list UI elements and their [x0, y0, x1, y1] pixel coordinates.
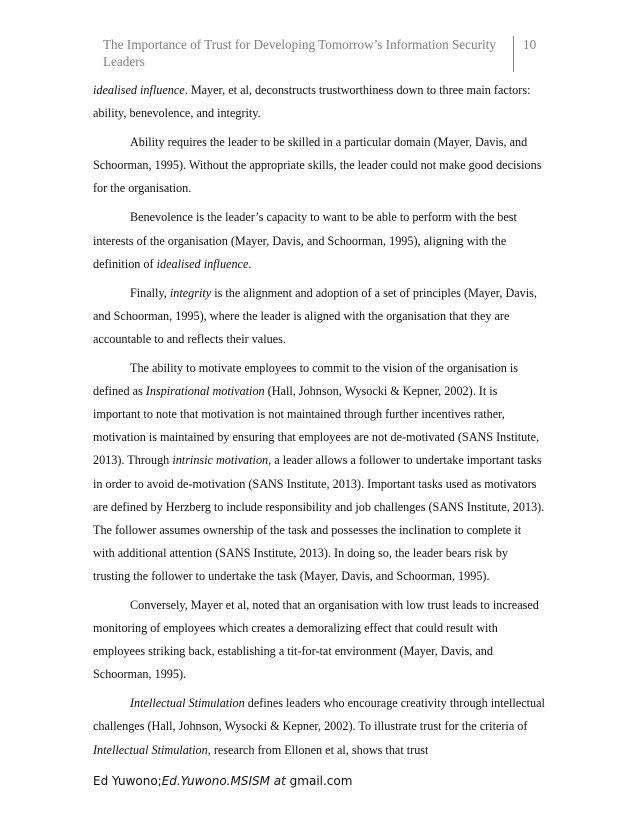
paragraph-benevolence — [93, 206, 545, 275]
paragraph-integrity — [93, 282, 545, 351]
header-divider — [513, 36, 514, 72]
italic-term: Inspirational motivation — [145, 384, 265, 399]
paragraph-continuation — [93, 79, 545, 125]
paragraph-text: (Hall, Johnson, Wysocki & Kepner, 2002). It is important to note that motivation is not maintained through further incentives rather, motivation is maintained by ensuring that employees are not de-motivated (SANS Institute, 2013). Through — [93, 384, 540, 468]
paragraph-text: . — [248, 256, 252, 271]
italic-term: Intellectual Stimulation — [130, 696, 245, 711]
footer-email-user: Ed.Yuwono.MSISM — [161, 774, 270, 788]
footer-author: Ed Yuwono; — [93, 774, 162, 788]
page-number: 10 — [523, 37, 537, 52]
paragraph-intellectual-stimulation — [93, 692, 545, 761]
paragraph-motivation — [93, 357, 545, 588]
paragraph-text: . Mayer, et al, deconstructs trustworthiness down to three main factors: ability, benevolence, and integrity. — [93, 83, 531, 121]
footer-email-at: at — [269, 774, 290, 788]
paragraph-text: Ability requires the leader to be skilled in a particular domain (Mayer, Davis, and Schoorman, 1995). Without the appropriate skills, the leader could not make good decisions for the organisation. — [93, 135, 542, 196]
running-header-title: The Importance of Trust for Developing Tomorrow’s Information Security Leaders — [103, 37, 496, 69]
paragraph-low-trust — [93, 594, 545, 686]
italic-term: idealised influence — [156, 256, 249, 271]
paragraph-text: Conversely, Mayer et al, noted that an organisation with low trust leads to increased monitoring of employees which creates a demoralizing effect that could result with employees striking back, establishing a tit-for-tat environment (Mayer, Davis, and Schoorman, 1995). — [93, 597, 539, 682]
paragraph-text: defines leaders who encourage creativity through intellectual challenges (Hall, Johnson, Wysocki & Kepner, 2002). To illustrate trust for the criteria of — [93, 696, 545, 734]
italic-term: integrity — [169, 285, 212, 300]
paragraph-ability — [93, 131, 545, 200]
italic-term: Intellectual Stimulation — [93, 742, 208, 757]
paragraph-text: The ability to motivate employees to commit to the vision of the organisation is defined as — [93, 361, 519, 399]
paragraph-text: is the alignment and adoption of a set of principles (Mayer, Davis, and Schoorman, 1995), where the leader is aligned with the organisation that they are accountable to and reflects their values. — [93, 285, 537, 346]
paragraph-text: , research from Ellonen et al, shows that trust — [207, 742, 429, 757]
page-footer — [93, 774, 352, 789]
italic-term: idealised influence — [93, 83, 185, 97]
italic-term: intrinsic motivation — [172, 453, 269, 468]
paragraph-text: Benevolence is the leader’s capacity to want to be able to perform with the best interests of the organisation (Mayer, Davis, and Schoorman, 1995), aligning with the definition of — [93, 210, 517, 271]
paragraph-text: , a leader allows a follower to undertake important tasks in order to avoid de-motivation (SANS Institute, 2013). Important tasks used as motivators are defined by Herzberg to include responsibility and job challenges (SANS Institute, 2013). The follower assumes ownership of the task and possesses the inclination to complete it with additional attention (SANS Institute, 2013). In doing so, the leader bears risk by trusting the follower to undertake the task (Mayer, Davis, and Schoorman, 1995). — [93, 453, 545, 583]
footer-email-domain: gmail.com — [289, 774, 353, 788]
body-text — [93, 79, 545, 762]
paragraph-text: Finally, — [130, 285, 170, 300]
